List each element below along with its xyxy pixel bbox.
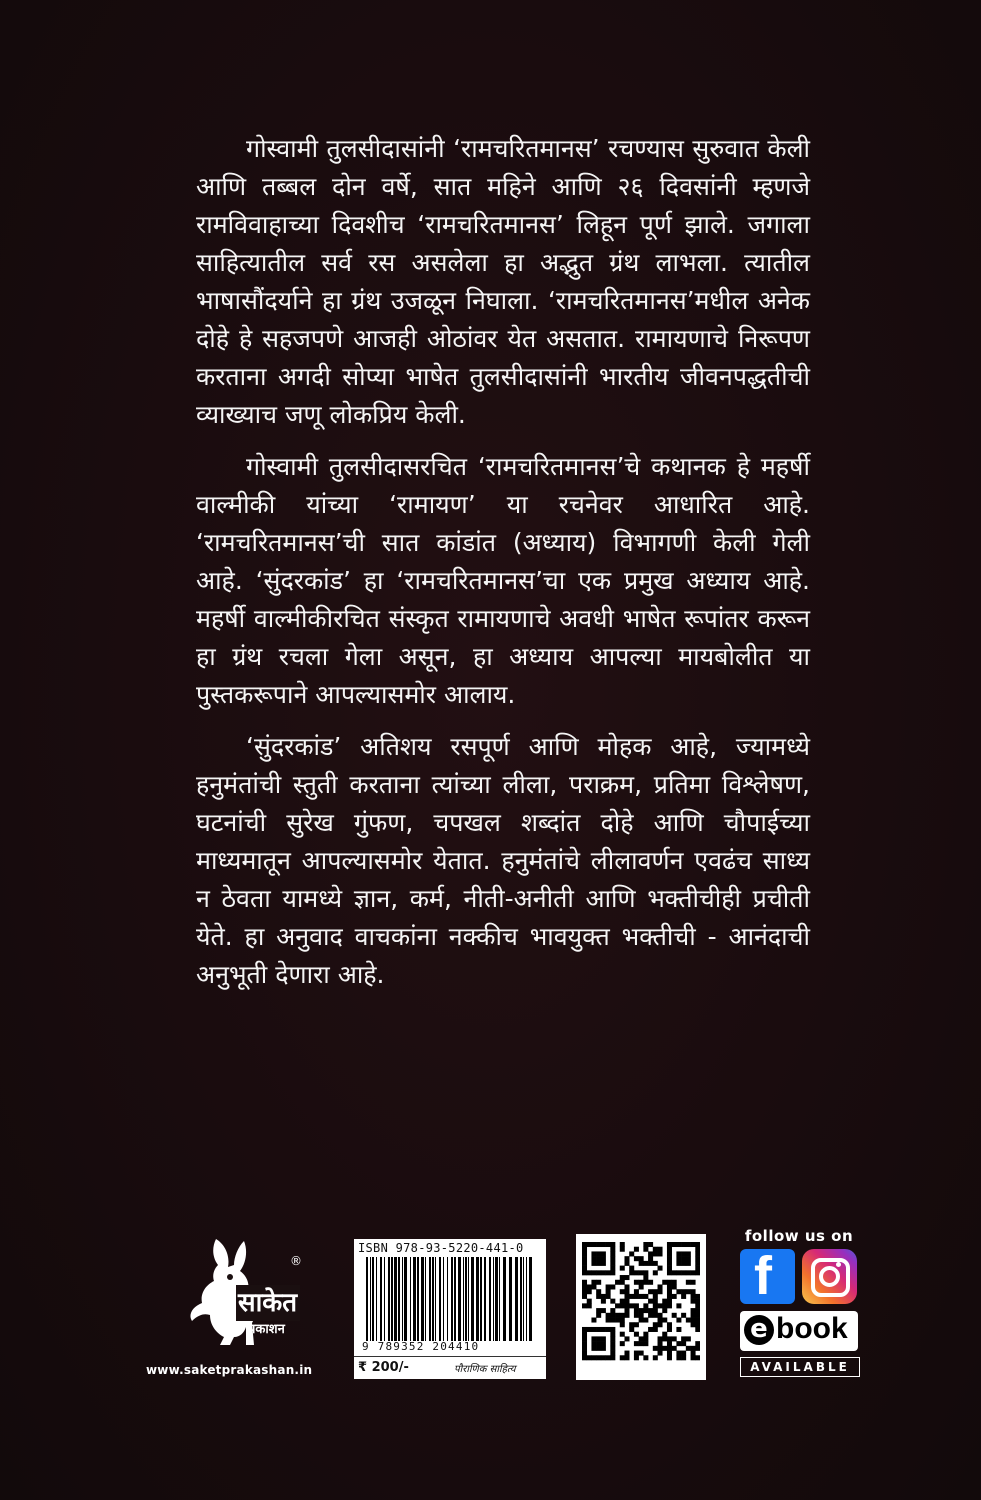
ebook-label: book bbox=[776, 1312, 848, 1345]
blurb bbox=[196, 130, 810, 1008]
price: ₹ 200/- bbox=[358, 1360, 409, 1375]
ebook-e-icon: e bbox=[744, 1315, 774, 1345]
svg-text:साकेत: साकेत bbox=[238, 1288, 298, 1318]
available-label: AVAILABLE bbox=[740, 1357, 860, 1377]
svg-text:प्रकाशन: प्रकाशन bbox=[248, 1322, 285, 1337]
genre-label: पौराणिक साहित्य bbox=[454, 1364, 516, 1375]
publisher-block bbox=[146, 1233, 346, 1383]
qr-code-icon bbox=[582, 1242, 700, 1372]
facebook-icon[interactable]: f bbox=[740, 1249, 795, 1304]
barcode-bars bbox=[364, 1257, 538, 1341]
ebook-badge[interactable] bbox=[740, 1311, 858, 1351]
svg-text:®: ® bbox=[290, 1254, 302, 1268]
social-block bbox=[740, 1227, 858, 1377]
footer bbox=[0, 1215, 981, 1375]
ean-number: 9 789352 204410 bbox=[362, 1340, 480, 1353]
instagram-icon[interactable] bbox=[802, 1249, 857, 1304]
blurb-paragraph-2: गोस्वामी तुलसीदासरचित ‘रामचरितमानस’चे कथानक हे महर्षी वाल्मीकी यांच्या ‘रामायण’ या रचनेवर आधारित आहे. ‘रामचरितमानस’ची सात कांडांत (अध्याय) विभागणी केली गेली आहे. ‘सुंदरकांड’ हा ‘रामचरितमानस’चा एक प्रमुख अध्याय आहे. महर्षी वाल्मीकीरचित संस्कृत रामायणाचे अवधी भाषेत रूपांतर करून हा ग्रंथ रचला गेला असून, हा अध्याय आपल्या मायबोलीत या पुस्तकरूपाने आपल्यासमोर आलाय. bbox=[196, 452, 810, 709]
publisher-website[interactable]: www.saketprakashan.in bbox=[146, 1363, 313, 1377]
price-row bbox=[354, 1356, 546, 1380]
qr-code[interactable] bbox=[576, 1234, 706, 1380]
blurb-paragraph-1: गोस्वामी तुलसीदासांनी ‘रामचरितमानस’ रचण्यास सुरुवात केली आणि तब्बल दोन वर्षे, सात महिने आणि २६ दिवसांनी म्हणजे रामविवाहाच्या दिवशीच ‘रामचरितमानस’ लिहून पूर्ण झाले. जगाला साहित्यातील सर्व रस असलेला हा अद्भुत ग्रंथ लाभला. त्यातील भाषासौंदर्याने हा ग्रंथ उजळून निघाला. ‘रामचरितमानस’मधील अनेक दोहे हे सहजपणे आजही ओठांवर येत असतात. रामायणाचे निरूपण करताना अगदी सोप्या भाषेत तुलसीदासांनी भारतीय जीवनपद्धतीची व्याख्याच जणू लोकप्रिय केली. bbox=[196, 134, 810, 429]
isbn-number: ISBN 978-93-5220-441-0 bbox=[358, 1241, 524, 1255]
follow-us-label: follow us on bbox=[744, 1227, 854, 1245]
blurb-paragraph-3: ‘सुंदरकांड’ अतिशय रसपूर्ण आणि मोहक आहे, ज्यामध्ये हनुमंतांची स्तुती करताना त्यांच्या लीला, पराक्रम, प्रतिमा विश्लेषण, घटनांची सुरेख गुंफण, चपखल शब्दांत दोहे आणि चौपाईच्या माध्यमातून आपल्यासमोर येतात. हनुमंतांचे लीलावर्णन एवढंच साध्य न ठेवता यामध्ये ज्ञान, कर्म, नीती-अनीती आणि भक्तीचीही प्रचीती येते. हा अनुवाद वाचकांना नक्कीच भावयुक्त भक्तीची - आनंदाची अनुभूती देणारा आहे. bbox=[196, 732, 810, 989]
saket-prakashan-logo bbox=[178, 1233, 308, 1351]
isbn-barcode bbox=[354, 1239, 546, 1379]
